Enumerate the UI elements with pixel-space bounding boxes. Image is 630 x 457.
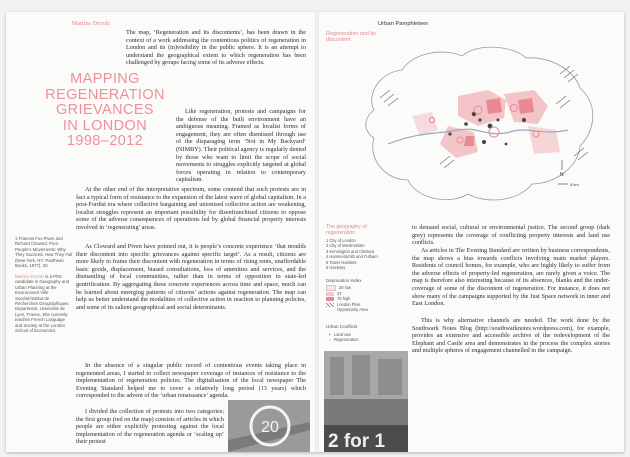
road-sign-illustration <box>228 400 310 452</box>
regeneration-circle-icon: ○ <box>328 337 332 343</box>
paragraph-4-text: As Cloward and Piven have pointed out, it is people’s concrete experience ‘that moulds their discontent into specific grievances against specific target’. As a result, citizens are more likely to frame their discontent with regeneration in terms of rising rents, unaffordable basic goods, displacement, biased consultations, loss of amenities and services, and the dismantling of local communities, rather than in terms of opposition to state-led gentrification. By aggregating these concrete experiences across time and space, much can be learned about emerging patterns of citizens’ actions against regeneration. The map can help us better understand the modalities of collective action in reaction to planning policies, and some of its salient geographical and social determinants. <box>76 243 306 311</box>
gutter <box>315 12 319 452</box>
footnote <box>15 236 73 268</box>
paragraph-3 <box>76 186 306 232</box>
right-paragraph-1-text: to demand social, cultural or environmental justice. The second group (dark grey) represents the coverage of conflicting property interests and land use conflicts. <box>412 224 610 247</box>
paragraph-3-text: At the other end of the interpretative spectrum, some contend that such protests are in fact a typical form of resistance to the expansion of the latest wave of global capitalism. In a post-Fordist era where collective bargaining and unionised collective action are weakening, localist struggles represent an important possibility for disenfranchised citizens to oppose some of the adverse consequences of operations led by global financial property interests involved in ‘regenerating’ areas. <box>76 186 306 231</box>
deprivation-item: London Plan Opportunity Area <box>337 301 368 313</box>
geography-heading: The geography of regeneration <box>326 224 367 237</box>
geography-list <box>326 238 406 270</box>
conflicts-legend <box>326 332 406 343</box>
north-label: N <box>560 172 564 178</box>
paragraph-2-top <box>176 108 306 184</box>
title-line: 1998–2012 <box>66 133 144 149</box>
sign-number: 20 <box>261 419 279 436</box>
paragraph-6 <box>76 408 224 446</box>
paragraph-6-text: I divided the collection of protests into two categories; the first group (red on the map) consists of articles in which people are either explicitly protesting against the local implementation of the regeneration agenda or ‘scaling up’ their protest <box>76 408 224 446</box>
right-paragraph-1 <box>412 224 610 247</box>
right-paragraph-2-text: As articles in The Evening Standard are written by business correspondents, the map shows a bias towards conflicts involving main market players. Residents of council homes, for example, who are highly likely to suffer from the adverse effects of property-led regeneration, are rarely given a voice. The map is therefore also interesting because of its absences, blanks and the under-coverage of some of the discontent of regeneration. For instance, it does not show many of the campaigns supported by the Just Space network in inner and East London. <box>412 247 610 308</box>
geography-item: 4 Hammersmith and Fulham <box>326 254 378 260</box>
deprivation-legend <box>326 285 406 313</box>
geography-item: 2 City of Westminster <box>326 243 365 249</box>
map-title: Regeneration and its discontent <box>326 31 376 44</box>
deprivation-item: 37 <box>337 291 342 296</box>
running-head-right: Urban Pamphleteer <box>378 21 429 27</box>
author-bio <box>15 274 73 333</box>
deprivation-item: 78 high <box>337 296 351 302</box>
paragraph-2-text: Like regeneration, protests and campaigns for the defense of the built environment have an ambiguous meaning. Framed as localist forms of engagement, they are often dismissed through use of the disparaging term ‘Not in My Backyard’ (NIMBY). Their political agency is regularly denied by those who want to limit the scope of social movements to struggles explicitly targeted at global forces operating in relation to contemporary capitalism. <box>176 108 306 184</box>
paragraph-5 <box>76 362 306 400</box>
deprivation-heading: Deprivation index <box>326 278 362 283</box>
right-paragraph-3-text: This is why alternative channels are needed. The work done by the Southwark Notes Blog (http://southwarknotes.wordpress.com), for example, provides an extensive and accessible archive of the redevelopment of the Elephant and Castle area and demonstrates in the process the complex stories and multiple spheres of engagement channelled in the campaign. <box>412 317 610 355</box>
footnote-text: 1 Frances Fox Piven and Richard Cloward, Poor People’s Movements: Why They Succeed, How They Fail (New-York, NY: Pantheon Books, 1977), 20. <box>15 236 73 269</box>
paragraph-4 <box>76 243 306 311</box>
geography-item: 6 Hackney <box>326 265 346 271</box>
conflict-item: Regeneration <box>334 337 359 343</box>
intro-paragraph <box>126 29 306 67</box>
bio-name: Martine Drozdz <box>15 274 45 279</box>
geography-item: 5 Tower Hamlets <box>326 259 357 265</box>
conflict-item: Land use <box>334 332 351 337</box>
right-paragraph-2 <box>412 247 610 308</box>
right-paragraph-3 <box>412 317 610 355</box>
shop-sign-photo <box>324 351 408 452</box>
title-line: REGENERATION <box>45 86 165 103</box>
title-line: MAPPING <box>70 71 140 87</box>
paragraph-5-text: In the absence of a singular public record of contentious events taking place in regenerated areas, I started to collect newspaper coverage of instances of resistance to the implementation of regeneration policies. The digitalisation of the local newspaper The Evening Standard helped me to cover a relatively long period (13 years) which corresponded to the advent of the ‘urban renaissance’ agenda. <box>76 362 306 400</box>
running-head-left: Martine Drozdz <box>72 21 111 27</box>
title-line: IN LONDON <box>62 117 148 134</box>
intro-text: The map, ‘Regeneration and its discontents’, has been drawn in the context of a work addressing the contentious politics of regeneration in London and its (in)visibility in the public sphere. It is an attempt to understand the geographical extent to which regeneration has been challenged by groups facing some of its adverse effects. <box>126 29 306 67</box>
scale-label: 5 km <box>570 182 579 187</box>
land-use-dot-icon: • <box>329 332 331 337</box>
geography-item: 1 City of London <box>326 238 356 243</box>
conflicts-heading: Urban Conflicts <box>326 324 358 329</box>
shop-sign-text: 2 for 1 <box>328 431 386 452</box>
shop-sign-illustration <box>324 351 408 452</box>
road-sign-photo <box>228 400 310 452</box>
title-line: GRIEVANCES <box>55 102 154 118</box>
geography-item: 3 Kensington and Chelsea <box>326 248 375 254</box>
book-spread <box>6 12 624 452</box>
london-map <box>328 34 620 222</box>
deprivation-item: 28 low <box>339 285 351 291</box>
bio-text: is a PhD candidate in Geography and Urban Planning at the Environment Ville Société/Institut de Recherches Géographiques Department, Université de Lyon, France. She currently teaches French Language and Society at the London School of Economics. <box>15 274 69 334</box>
article-title <box>36 72 174 150</box>
